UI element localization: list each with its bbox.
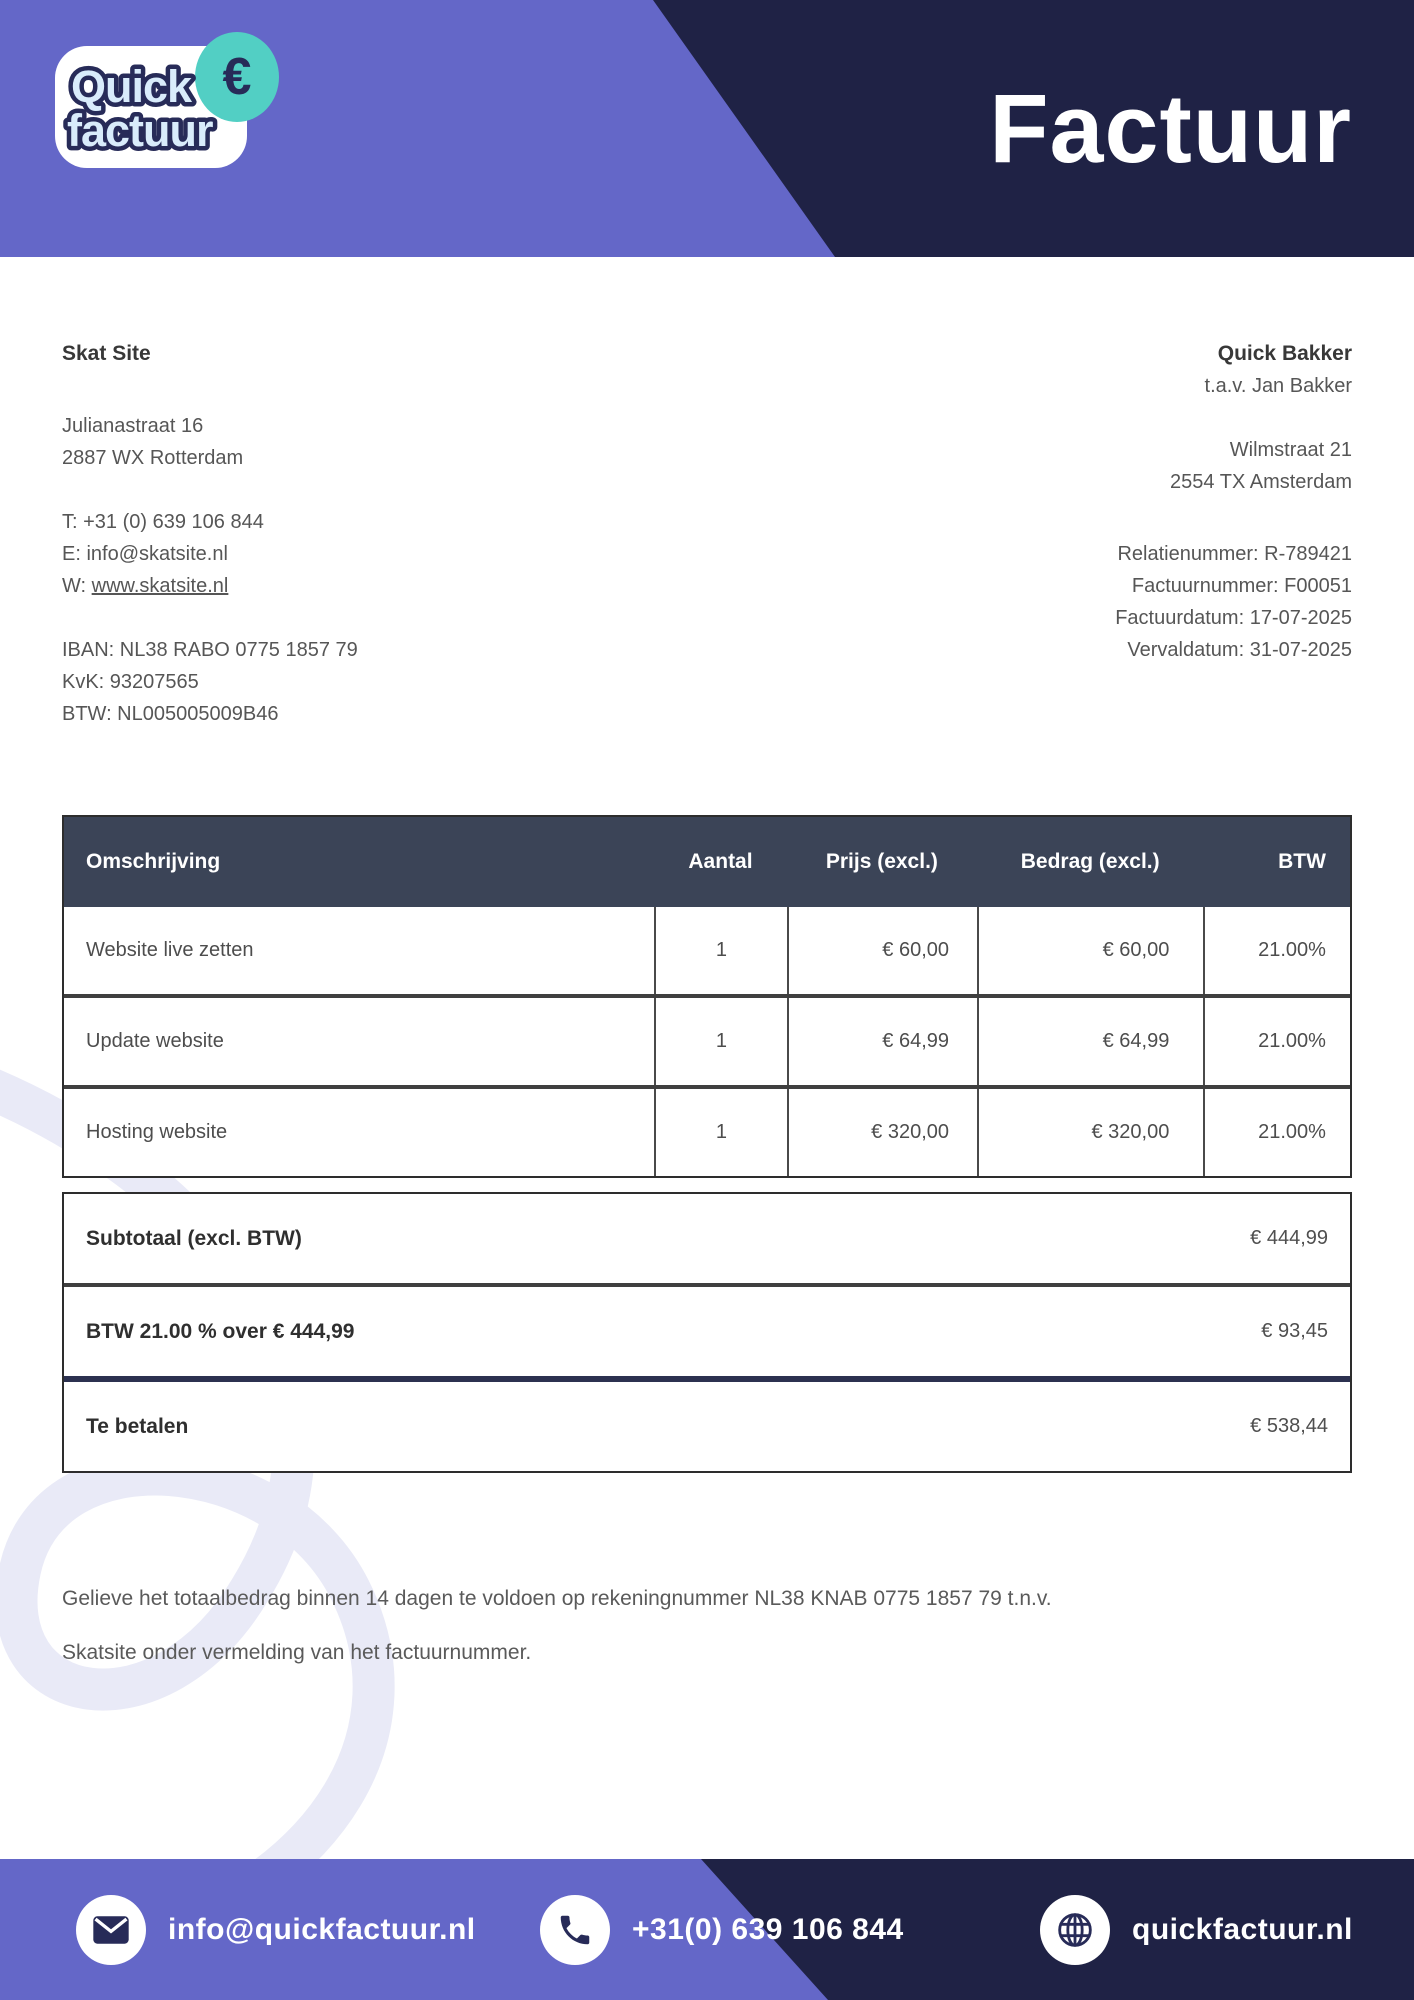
recipient-attn: t.a.v. Jan Bakker <box>1204 375 1352 397</box>
payment-note-line1: Gelieve het totaalbedrag binnen 14 dagen te voldoen op rekeningnummer NL38 KNAB 0775 1857 79 t.n.v. <box>62 1587 1052 1610</box>
invoice-table-header <box>64 817 1350 907</box>
logo-word-factuur: factuur <box>67 105 213 156</box>
table-row <box>64 1085 1350 1176</box>
factuurnummer: Factuurnummer: F00051 <box>1131 575 1352 597</box>
sender-street: Julianastraat 16 <box>62 415 204 437</box>
mail-icon <box>76 1895 146 1965</box>
payment-note-line2: Skatsite onder vermelding van het factuurnummer. <box>62 1641 532 1664</box>
cell-bedrag: € 64,99 <box>977 998 1203 1085</box>
subtotal-row <box>64 1194 1350 1283</box>
sender-block <box>62 338 358 730</box>
sender-name: Skat Site <box>62 342 151 365</box>
sender-iban: IBAN: NL38 RABO 0775 1857 79 <box>62 639 358 661</box>
cell-btw: 21.00% <box>1203 907 1350 994</box>
cell-omschrijving: Update website <box>86 1030 224 1052</box>
vervaldatum: Vervaldatum: 31-07-2025 <box>1127 639 1352 661</box>
sender-btw: BTW: NL005005009B46 <box>62 703 279 725</box>
footer-phone-text: +31(0) 639 106 844 <box>632 1912 904 1946</box>
payment-note <box>62 1572 1362 1680</box>
cell-btw: 21.00% <box>1203 998 1350 1085</box>
recipient-name: Quick Bakker <box>1217 342 1352 365</box>
sender-city: 2887 WX Rotterdam <box>62 447 244 469</box>
total-due-row <box>64 1376 1350 1471</box>
cell-bedrag: € 60,00 <box>977 907 1203 994</box>
footer-website-item[interactable] <box>1040 1859 1353 2000</box>
logo-text <box>55 40 305 190</box>
vat-row <box>64 1283 1350 1376</box>
invoice-table <box>62 815 1352 1178</box>
footer-phone-item[interactable] <box>540 1859 904 2000</box>
logo-word-quick: Quick <box>71 61 192 112</box>
cell-aantal: 1 <box>654 998 786 1085</box>
cell-omschrijving: Hosting website <box>86 1121 228 1143</box>
cell-bedrag: € 320,00 <box>977 1089 1203 1176</box>
table-row <box>64 994 1350 1085</box>
recipient-block <box>1115 338 1352 666</box>
cell-btw: 21.00% <box>1203 1089 1350 1176</box>
footer-email-text: info@quickfactuur.nl <box>168 1912 476 1946</box>
sender-website-line <box>62 570 358 602</box>
recipient-city: 2554 TX Amsterdam <box>1170 471 1352 493</box>
footer-email-item[interactable] <box>76 1859 476 2000</box>
footer-band <box>0 1859 1414 2000</box>
col-header-prijs: Prijs (excl.) <box>825 850 938 873</box>
euro-icon: € <box>222 48 252 106</box>
totals-box <box>62 1192 1352 1473</box>
col-header-omschrijving: Omschrijving <box>86 850 221 873</box>
cell-prijs: € 60,00 <box>787 907 977 994</box>
footer-website-text: quickfactuur.nl <box>1132 1912 1353 1946</box>
cell-prijs: € 320,00 <box>787 1089 977 1176</box>
quickfactuur-logo <box>55 40 305 190</box>
sender-kvk: KvK: 93207565 <box>62 671 199 693</box>
page-title: Factuur <box>989 73 1352 183</box>
vat-label: BTW 21.00 % over € 444,99 <box>86 1319 355 1343</box>
total-due-value: € 538,44 <box>1250 1415 1328 1437</box>
col-header-bedrag: Bedrag (excl.) <box>1020 850 1160 873</box>
subtotal-label: Subtotaal (excl. BTW) <box>86 1226 302 1250</box>
cell-aantal: 1 <box>654 1089 786 1176</box>
website-prefix: W: <box>62 575 92 597</box>
cell-aantal: 1 <box>654 907 786 994</box>
sender-email: E: info@skatsite.nl <box>62 543 228 565</box>
table-row <box>64 907 1350 994</box>
col-header-btw: BTW <box>1278 850 1326 873</box>
phone-icon <box>540 1895 610 1965</box>
header-band <box>0 0 1414 257</box>
globe-icon <box>1040 1895 1110 1965</box>
total-due-label: Te betalen <box>86 1414 189 1438</box>
sender-website-link[interactable]: www.skatsite.nl <box>91 575 229 597</box>
cell-prijs: € 64,99 <box>787 998 977 1085</box>
sender-phone: T: +31 (0) 639 106 844 <box>62 511 264 533</box>
subtotal-value: € 444,99 <box>1250 1227 1328 1249</box>
recipient-street: Wilmstraat 21 <box>1229 439 1352 461</box>
relatienummer: Relatienummer: R-789421 <box>1117 543 1352 565</box>
col-header-aantal: Aantal <box>688 850 753 873</box>
factuurdatum: Factuurdatum: 17-07-2025 <box>1115 607 1352 629</box>
cell-omschrijving: Website live zetten <box>86 939 254 961</box>
vat-value: € 93,45 <box>1261 1320 1328 1342</box>
